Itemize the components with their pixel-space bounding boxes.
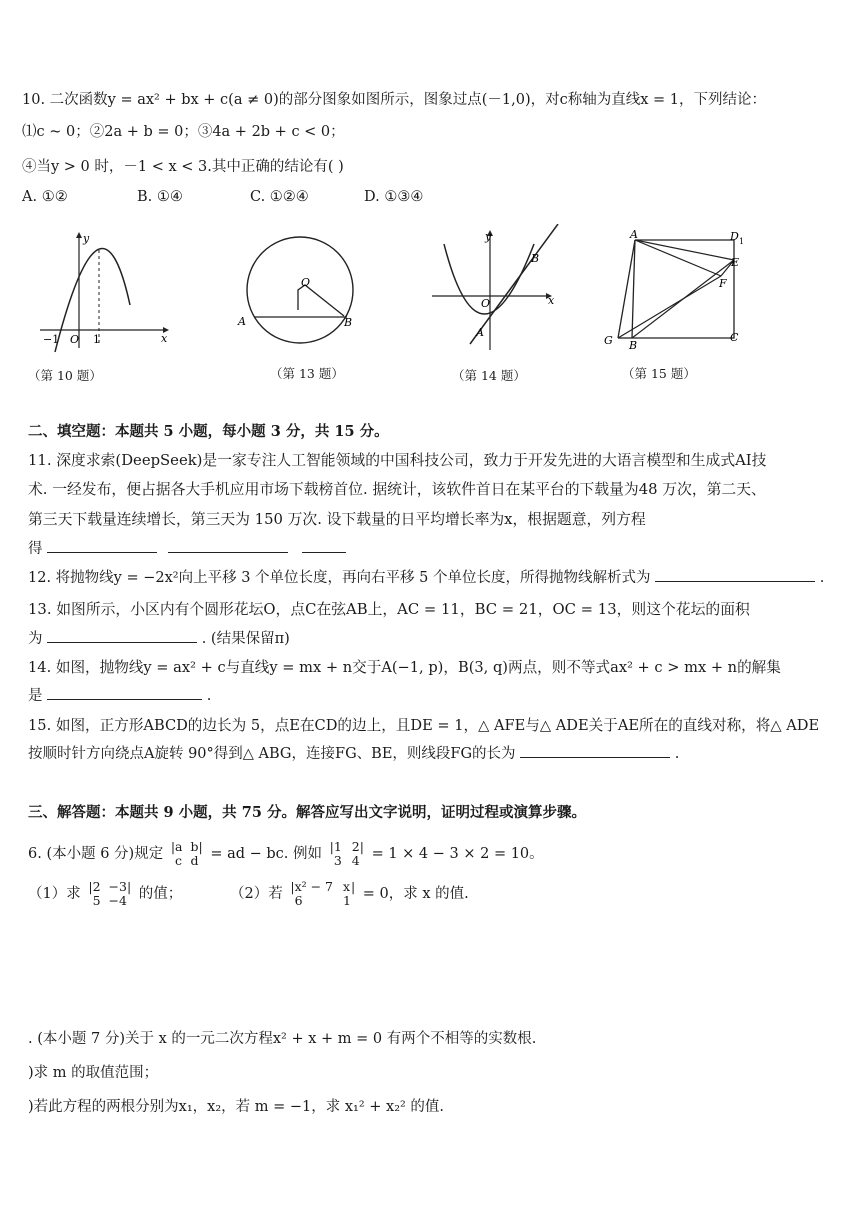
q11-de: 得 (28, 541, 43, 557)
q15-line-1: 15. 如图，正方形ABCD的边长为 5，点E在CD的边上，且DE = 1，△ AFE与△ ADE关于AE所在的直线对称，将△ ADE (28, 717, 820, 734)
q11-line-1: 11. 深度求索(DeepSeek)是一家专注人工智能领域的中国科技公司，致力于开发先进的大语言模型和生成式AI技 (28, 452, 767, 469)
figure-13-caption: （第 13 题） (270, 366, 344, 381)
fig15-d-label: D (730, 230, 739, 243)
q15-line-2 (28, 742, 679, 763)
figure-15-square (600, 228, 760, 353)
q15-answer-blank[interactable] (520, 743, 670, 758)
q10-option-c: C. ①②④ (250, 189, 309, 205)
fig15-a-label: A (630, 228, 638, 241)
fig15-c-label: C (730, 331, 739, 344)
q16-part-2 (230, 880, 469, 908)
q12-line (28, 566, 824, 587)
q15-text: 按顺时针方向绕点A旋转 90°得到△ ABG，连接FG、BE，则线段FG的长为 (28, 746, 516, 762)
q13-answer-blank[interactable] (47, 628, 197, 643)
det-def-c: c (175, 853, 183, 868)
q16-end: = 1 × 4 − 3 × 2 = 10。 (371, 846, 544, 862)
fig13-b-label: B (344, 316, 353, 329)
q10-conclusions-2: ④当y > 0 时，－1 < x < 3.其中正确的结论有( ) (22, 159, 344, 175)
q10-conclusions-1: ⑴c ~ 0；②2a + b = 0；③4a + 2b + c < 0； (22, 124, 345, 140)
det-p2-c: 6 (294, 893, 303, 908)
q16-p2-post: = 0，求 x 的值. (362, 886, 469, 902)
q17-line-2: )求 m 的取值范围； (28, 1065, 159, 1081)
det-example: | 1 2 3 4 | (329, 839, 364, 868)
fig14-y-label: y (485, 230, 492, 243)
q16-p1-post: 的值； (138, 886, 183, 902)
q11-line-3: 第三天下载量连续增长，第三天为 150 万次. 设下载量的日平均增长率为x，根据题意，列方程 (28, 511, 646, 528)
figure-14-caption: （第 14 题） (452, 368, 526, 383)
det-p1-c: 5 (92, 893, 101, 908)
det-part-1: | 2 −3 5 −4 | (88, 879, 132, 908)
det-p2-a: x² − 7 (294, 879, 333, 894)
fig13-a-label: A (238, 315, 246, 328)
det-def-d: d (190, 853, 199, 868)
q12-text: 12. 将抛物线y = −2x²向上平移 3 个单位长度，再向右平移 5 个单位长度，所得抛物线解析式为 (28, 570, 651, 586)
fig15-e-label: E (731, 256, 740, 269)
q14-line-1: 14. 如图，抛物线y = ax² + c与直线y = mx + n交于A(−1, p)，B(3, q)两点，则不等式ax² + c > mx + n的解集 (28, 659, 781, 676)
fig15-b-label: B (629, 339, 638, 352)
det-ex-1: 1 (333, 839, 342, 854)
fig13-o-label: O (301, 276, 311, 289)
fig14-o-label: O (481, 297, 491, 310)
det-p1-d: −4 (108, 893, 127, 908)
det-ex-4: 4 (351, 853, 360, 868)
det-ex-3: 3 (333, 853, 342, 868)
q16-part-1 (28, 880, 182, 908)
q15-period: . (674, 746, 680, 762)
section-2-heading: 二、填空题：本题共 5 小题，每小题 3 分，共 15 分。 (28, 423, 389, 440)
fig15-g-label: G (604, 334, 613, 347)
det-p2-b: x (343, 879, 351, 894)
q13-line-2 (28, 627, 290, 648)
q13-line-1: 13. 如图所示，小区内有个圆形花坛O，点C在弦AB上，AC = 11，BC = 21，OC = 13，则这个花坛的面积 (28, 601, 750, 618)
q16-p2-pre: （2）若 (230, 886, 283, 902)
fig14-x-label: x (548, 294, 555, 307)
fig10-origin-label: O (70, 333, 80, 346)
q11-answer-blank-2[interactable] (168, 538, 288, 553)
q11-line-2: 术. 一经发布，便占据各大手机应用市场下载榜首位. 据统计，该软件首日在某平台的下载量为48 万次，第二天、 (28, 481, 766, 498)
fig10-x-label: x (161, 332, 168, 345)
q10-stem: 10. 二次函数y = ax² + bx + c(a ≠ 0)的部分图象如图所示，图象过点(－1,0)，对c称轴为直线x = 1，下列结论： (22, 92, 766, 108)
figure-15-caption: （第 15 题） (622, 366, 696, 381)
q17-line-3: )若此方程的两根分别为x₁，x₂，若 m = −1，求 x₁² + x₂² 的值. (28, 1099, 445, 1115)
fig15-f-label: F (719, 277, 727, 290)
det-definition: | a b c d | (170, 839, 203, 868)
q14-answer-blank[interactable] (47, 685, 202, 700)
q14-line-2 (28, 684, 211, 705)
figure-14-parabola-line (428, 224, 563, 354)
det-part-2: | x² − 7 x 6 1 | (290, 879, 356, 908)
q10-option-d: D. ①③④ (364, 189, 424, 205)
figure-10-caption: （第 10 题） (28, 368, 102, 383)
det-p1-b: −3 (108, 879, 127, 894)
q16-definition-line (28, 840, 544, 868)
q14-period: . (206, 688, 212, 704)
det-def-b: b (190, 839, 199, 854)
q16-p1-pre: （1）求 (28, 886, 81, 902)
q17-line-1: . (本小题 7 分)关于 x 的一元二次方程x² + x + m = 0 有两个不相等的实数根. (28, 1031, 537, 1047)
figure-10-parabola (35, 230, 170, 355)
q11-answer-blank[interactable] (47, 538, 157, 553)
q16-pre: 6. (本小题 6 分)规定 (28, 846, 164, 862)
q11-answer-blank-3[interactable] (302, 538, 346, 553)
det-ex-2: 2 (351, 839, 360, 854)
q13-wei: 为 (28, 631, 43, 647)
q12-period: . (819, 570, 825, 586)
det-p1-a: 2 (92, 879, 101, 894)
fig10-y-label: y (83, 232, 90, 245)
fig14-a-label: A (476, 326, 484, 339)
fig10-neg1-label: −1 (43, 333, 60, 346)
det-def-a: a (175, 839, 183, 854)
q12-answer-blank[interactable] (655, 567, 815, 582)
q10-option-a: A. ①② (22, 189, 68, 205)
q13-note: . (结果保留π) (201, 631, 290, 647)
det-p2-d: 1 (343, 893, 351, 908)
q14-shi: 是 (28, 688, 43, 704)
q16-mid: = ad − bc. 例如 (210, 846, 323, 862)
q10-option-b: B. ①④ (137, 189, 183, 205)
fig10-one-label: 1 (93, 333, 100, 346)
section-3-heading: 三、解答题：本题共 9 小题，共 75 分。解答应写出文字说明，证明过程或演算步骤。 (28, 804, 586, 821)
figure-13-circle (232, 230, 362, 355)
q11-line-4 (28, 537, 346, 558)
fig14-b-label: B (531, 252, 540, 265)
fig15-d-sub: 1 (739, 237, 745, 246)
